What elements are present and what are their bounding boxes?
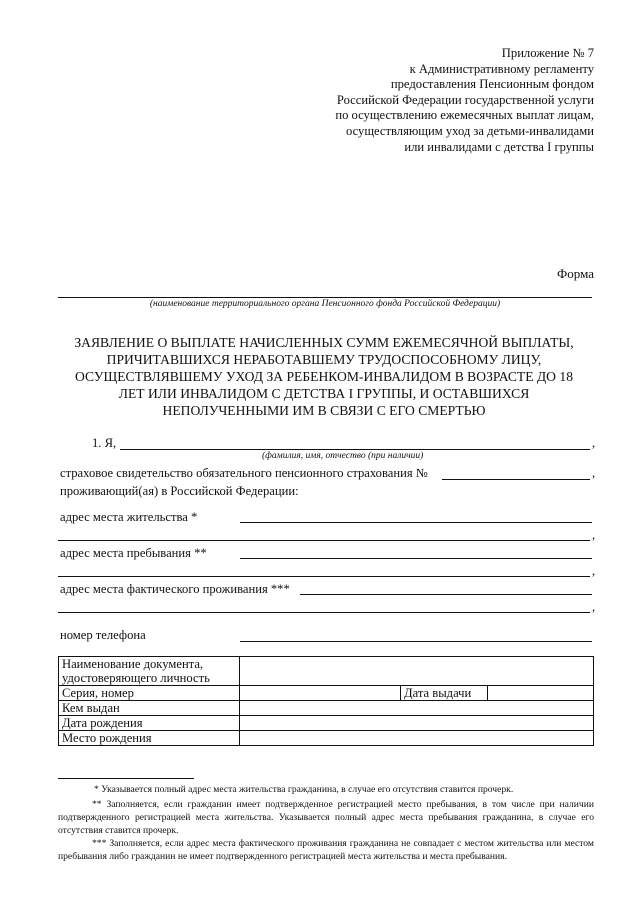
actual-residence-field-line2[interactable] — [58, 612, 590, 613]
form-label: Форма — [557, 266, 594, 281]
doc-name-cell[interactable] — [240, 657, 594, 686]
title-line: ЗАЯВЛЕНИЕ О ВЫПЛАТЕ НАЧИСЛЕННЫХ СУММ ЕЖЕМЕСЯЧНОЙ ВЫПЛАТЫ, — [74, 335, 574, 350]
comma: , — [592, 564, 596, 578]
comma: , — [592, 436, 596, 450]
table-row — [59, 716, 594, 731]
series-number-cell[interactable] — [240, 686, 401, 701]
appendix-line: по осуществлению ежемесячных выплат лицам, — [335, 108, 594, 123]
snils-field[interactable] — [442, 479, 590, 480]
birth-date-cell[interactable] — [240, 716, 594, 731]
table-row — [59, 731, 594, 746]
footnote-3: *** Заполняется, если адрес места фактического проживания гражданина не совпадает с местом жительства или местом пребывания либо гражданин не имеет подтвержденного регистрацией места жительства и места пребывания. — [58, 838, 594, 862]
phone-label: номер телефона — [60, 628, 146, 642]
appendix-line: Приложение № 7 — [501, 46, 594, 60]
title-line: НЕПОЛУЧЕННЫМИ ИМ В СВЯЗИ С ЕГО СМЕРТЬЮ — [162, 403, 486, 418]
comma: , — [592, 466, 596, 480]
fullname-caption: (фамилия, имя, отчество (при наличии) — [262, 451, 424, 461]
actual-residence-label: адрес места фактического проживания *** — [60, 582, 290, 596]
footnote-1: * Указывается полный адрес места жительства гражданина, в случае его отсутствия ставится прочерк. — [94, 784, 514, 795]
issue-date-cell[interactable] — [488, 686, 594, 701]
issued-by-cell[interactable] — [240, 701, 594, 716]
title-line: ПРИЧИТАВШИХСЯ НЕРАБОТАВШЕМУ ТРУДОСПОСОБНОМУ ЛИЦУ, — [106, 352, 542, 367]
comma: , — [592, 528, 596, 542]
table-row — [59, 657, 594, 686]
birth-date-label: Дата рождения — [59, 716, 240, 731]
appendix-line: предоставления Пенсионным фондом — [390, 77, 594, 92]
birth-place-cell[interactable] — [240, 731, 594, 746]
appendix-line: к Административному регламенту — [409, 61, 594, 76]
resident-label: проживающий(ая) в Российской Федерации: — [60, 484, 299, 498]
issued-by-label: Кем выдан — [59, 701, 240, 716]
footnote-2: ** Заполняется, если гражданин имеет подтвержденное регистрацией место пребывания, в том числе при наличии подтвержденного регистрацией места жительства. Указывается полный адрес места пребывания гражданина, в случае его отсутствия ставится прочерк. — [58, 799, 594, 836]
phone-field[interactable] — [240, 641, 592, 642]
fullname-field[interactable] — [120, 449, 590, 450]
issue-date-label: Дата выдачи — [401, 686, 488, 701]
org-name-caption: (наименование территориального органа Пенсионного фонда Российской Федерации) — [149, 299, 501, 309]
table-row — [59, 686, 594, 701]
table-row — [59, 701, 594, 716]
actual-residence-field[interactable] — [300, 594, 592, 595]
stay-field-line2[interactable] — [58, 576, 590, 577]
stay-label: адрес места пребывания ** — [60, 546, 207, 560]
appendix-line: или инвалидами с детства I группы — [404, 139, 594, 154]
footnote-separator — [58, 778, 194, 779]
applicant-label: 1. Я, — [92, 436, 117, 450]
appendix-line: Российской Федерации государственной услуги — [336, 92, 594, 107]
residence-field[interactable] — [240, 522, 592, 523]
birth-place-label: Место рождения — [59, 731, 240, 746]
identity-document-table — [58, 656, 594, 746]
org-name-field[interactable] — [58, 297, 592, 298]
snils-label: страховое свидетельство обязательного пенсионного страхования № — [60, 466, 428, 480]
title-line: ЛЕТ ИЛИ ИНВАЛИДОМ С ДЕТСТВА I ГРУППЫ, И ОСТАВШИХСЯ — [118, 386, 530, 401]
series-number-label: Серия, номер — [59, 686, 240, 701]
residence-field-line2[interactable] — [58, 540, 590, 541]
residence-label: адрес места жительства * — [60, 510, 198, 524]
comma: , — [592, 600, 596, 614]
appendix-header — [335, 46, 594, 155]
title-line: ОСУЩЕСТВЛЯВШЕМУ УХОД ЗА РЕБЕНКОМ-ИНВАЛИДОМ В ВОЗРАСТЕ ДО 18 — [75, 369, 573, 384]
appendix-line: осуществляющим уход за детьми-инвалидами — [345, 123, 594, 138]
doc-name-label: Наименование документа, удостоверяющего личность — [59, 657, 240, 686]
document-title — [50, 334, 598, 419]
stay-field[interactable] — [240, 558, 592, 559]
